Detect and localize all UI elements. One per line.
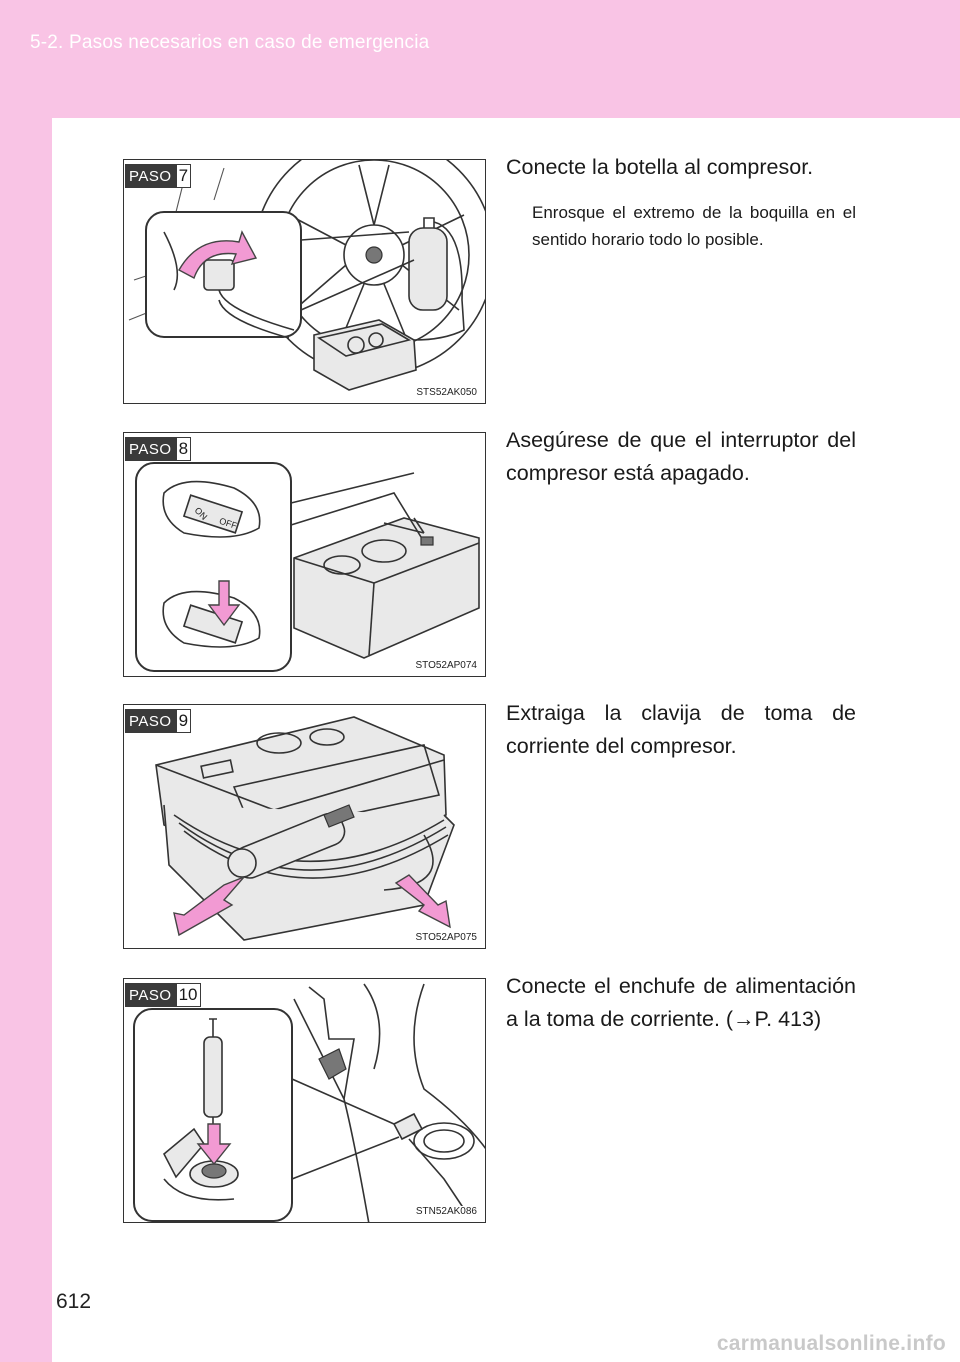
watermark: carmanualsonline.info bbox=[716, 1332, 946, 1355]
paso-label: PASO bbox=[125, 164, 176, 188]
step-8-instruction: Asegúrese de que el interruptor del compresor está apagado. bbox=[506, 428, 856, 485]
step-8-figure bbox=[123, 432, 486, 677]
paso-number: 8 bbox=[176, 437, 191, 461]
compressor-plug-illustration bbox=[124, 705, 486, 949]
section-title: 5-2. Pasos necesarios en caso de emergencia bbox=[30, 32, 430, 53]
compressor-switch-illustration bbox=[124, 433, 486, 677]
figure-code: STO52AP075 bbox=[415, 932, 477, 943]
step-9-figure bbox=[123, 704, 486, 949]
page-header bbox=[0, 0, 960, 118]
tire-bottle-illustration bbox=[124, 160, 486, 404]
step-10-figure bbox=[123, 978, 486, 1223]
switch-off-label: OFF bbox=[218, 515, 239, 531]
switch-on-label: ON bbox=[192, 505, 210, 522]
step-7-figure bbox=[123, 159, 486, 404]
figure-code: STO52AP074 bbox=[415, 660, 477, 671]
paso-badge bbox=[125, 437, 191, 461]
paso-badge bbox=[125, 164, 191, 188]
step-9-instruction: Extraiga la clavija de toma de corriente del compresor. bbox=[506, 701, 856, 758]
paso-badge bbox=[125, 983, 201, 1007]
page-number: 612 bbox=[56, 1290, 92, 1313]
paso-label: PASO bbox=[125, 983, 176, 1007]
paso-label: PASO bbox=[125, 437, 176, 461]
power-outlet-illustration bbox=[124, 979, 486, 1223]
side-color-strip bbox=[0, 118, 52, 1362]
figure-code: STS52AK050 bbox=[416, 387, 477, 398]
figure-code: STN52AK086 bbox=[415, 1206, 477, 1217]
step-7-detail: Enrosque el extremo de la boquilla en el sentido horario todo lo posible. bbox=[532, 203, 856, 249]
paso-label: PASO bbox=[125, 709, 176, 733]
step-10-instruction: Conecte el enchufe de alimentación a la toma de corriente. (→P. 413) bbox=[506, 974, 856, 1031]
paso-number: 9 bbox=[176, 709, 191, 733]
paso-badge bbox=[125, 709, 191, 733]
step-7-instruction: Conecte la botella al compresor. bbox=[506, 155, 814, 179]
paso-number: 10 bbox=[176, 983, 201, 1007]
paso-number: 7 bbox=[176, 164, 191, 188]
